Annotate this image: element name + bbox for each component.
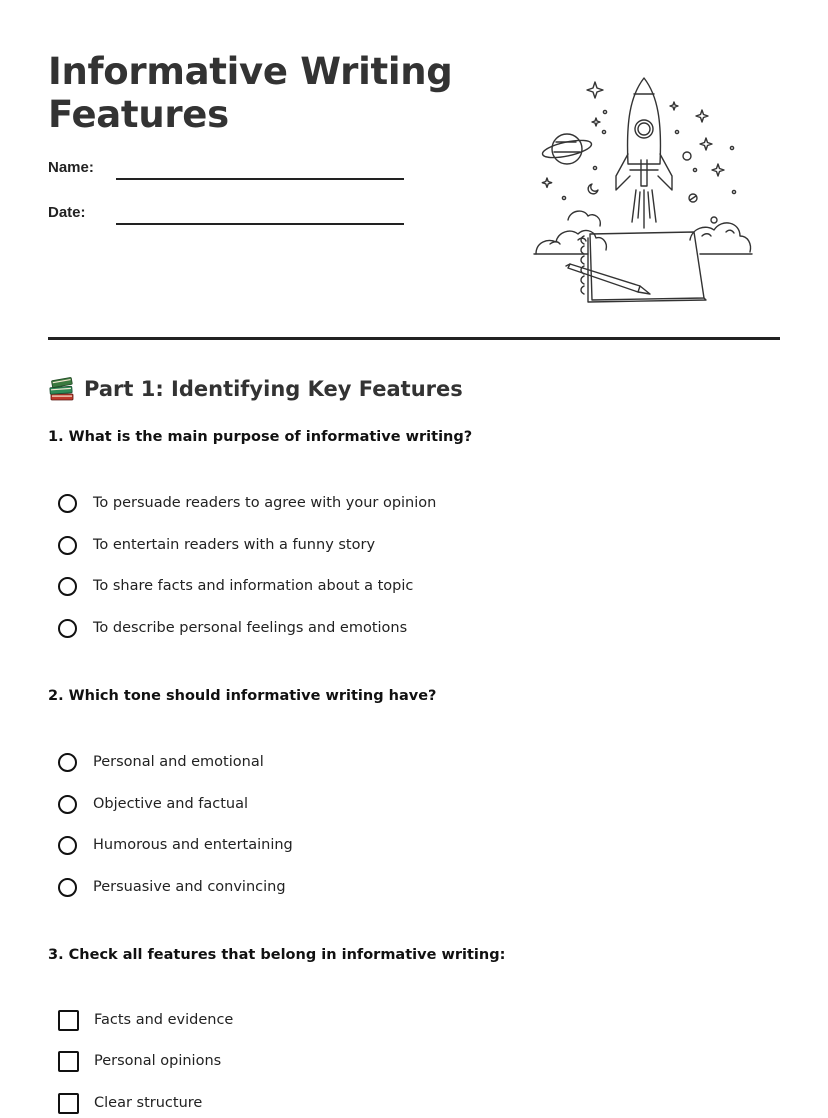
- page-title-line-1: Informative Writing: [48, 50, 453, 93]
- option-label: Objective and factual: [93, 796, 249, 812]
- question-1-option-4[interactable]: [58, 616, 407, 640]
- part-1-title: Part 1: Identifying Key Features: [84, 377, 463, 401]
- checkbox[interactable]: [58, 1093, 79, 1114]
- option-label: To persuade readers to agree with your opinion: [93, 495, 437, 511]
- option-label: Personal opinions: [94, 1053, 222, 1069]
- option-label: Clear structure: [94, 1095, 203, 1111]
- question-2-text: 2. Which tone should informative writing have?: [48, 688, 437, 704]
- question-1-text: 1. What is the main purpose of informative writing?: [48, 429, 473, 445]
- option-label: Humorous and entertaining: [93, 837, 293, 853]
- name-label: Name:: [48, 159, 94, 176]
- option-label: Facts and evidence: [94, 1012, 234, 1028]
- option-label: To entertain readers with a funny story: [93, 537, 376, 553]
- question-2-option-3[interactable]: [58, 833, 293, 857]
- question-1-option-1[interactable]: [58, 491, 436, 515]
- date-label: Date:: [48, 204, 86, 221]
- question-3-option-2[interactable]: [58, 1049, 221, 1073]
- question-1-option-2[interactable]: [58, 533, 375, 557]
- question-3-option-1[interactable]: [58, 1008, 233, 1032]
- checkbox[interactable]: [58, 1051, 79, 1072]
- radio-button[interactable]: [58, 836, 77, 855]
- question-2-option-1[interactable]: [58, 750, 264, 774]
- option-label: To describe personal feelings and emotions: [93, 620, 408, 636]
- radio-button[interactable]: [58, 494, 77, 513]
- question-3-option-3[interactable]: [58, 1091, 202, 1115]
- radio-button[interactable]: [58, 577, 77, 596]
- option-label: Personal and emotional: [93, 754, 264, 770]
- page-title-line-2: Features: [48, 93, 229, 136]
- page-title: [48, 50, 468, 136]
- option-label: Persuasive and convincing: [93, 879, 286, 895]
- question-1-option-3[interactable]: [58, 574, 413, 598]
- part-1-heading: [48, 374, 463, 404]
- question-2-option-2[interactable]: [58, 792, 248, 816]
- section-divider: [48, 337, 780, 340]
- radio-button[interactable]: [58, 619, 77, 638]
- question-2-option-4[interactable]: [58, 875, 286, 899]
- name-field[interactable]: [48, 159, 408, 183]
- radio-button[interactable]: [58, 795, 77, 814]
- question-3-text: 3. Check all features that belong in informative writing:: [48, 947, 506, 963]
- radio-button[interactable]: [58, 536, 77, 555]
- date-input-line[interactable]: [116, 223, 404, 225]
- radio-button[interactable]: [58, 878, 77, 897]
- radio-button[interactable]: [58, 753, 77, 772]
- books-icon: [48, 375, 76, 403]
- checkbox[interactable]: [58, 1010, 79, 1031]
- rocket-launch-from-notebook-icon: [530, 72, 758, 308]
- name-input-line[interactable]: [116, 178, 404, 180]
- date-field[interactable]: [48, 204, 408, 228]
- option-label: To share facts and information about a topic: [93, 578, 414, 594]
